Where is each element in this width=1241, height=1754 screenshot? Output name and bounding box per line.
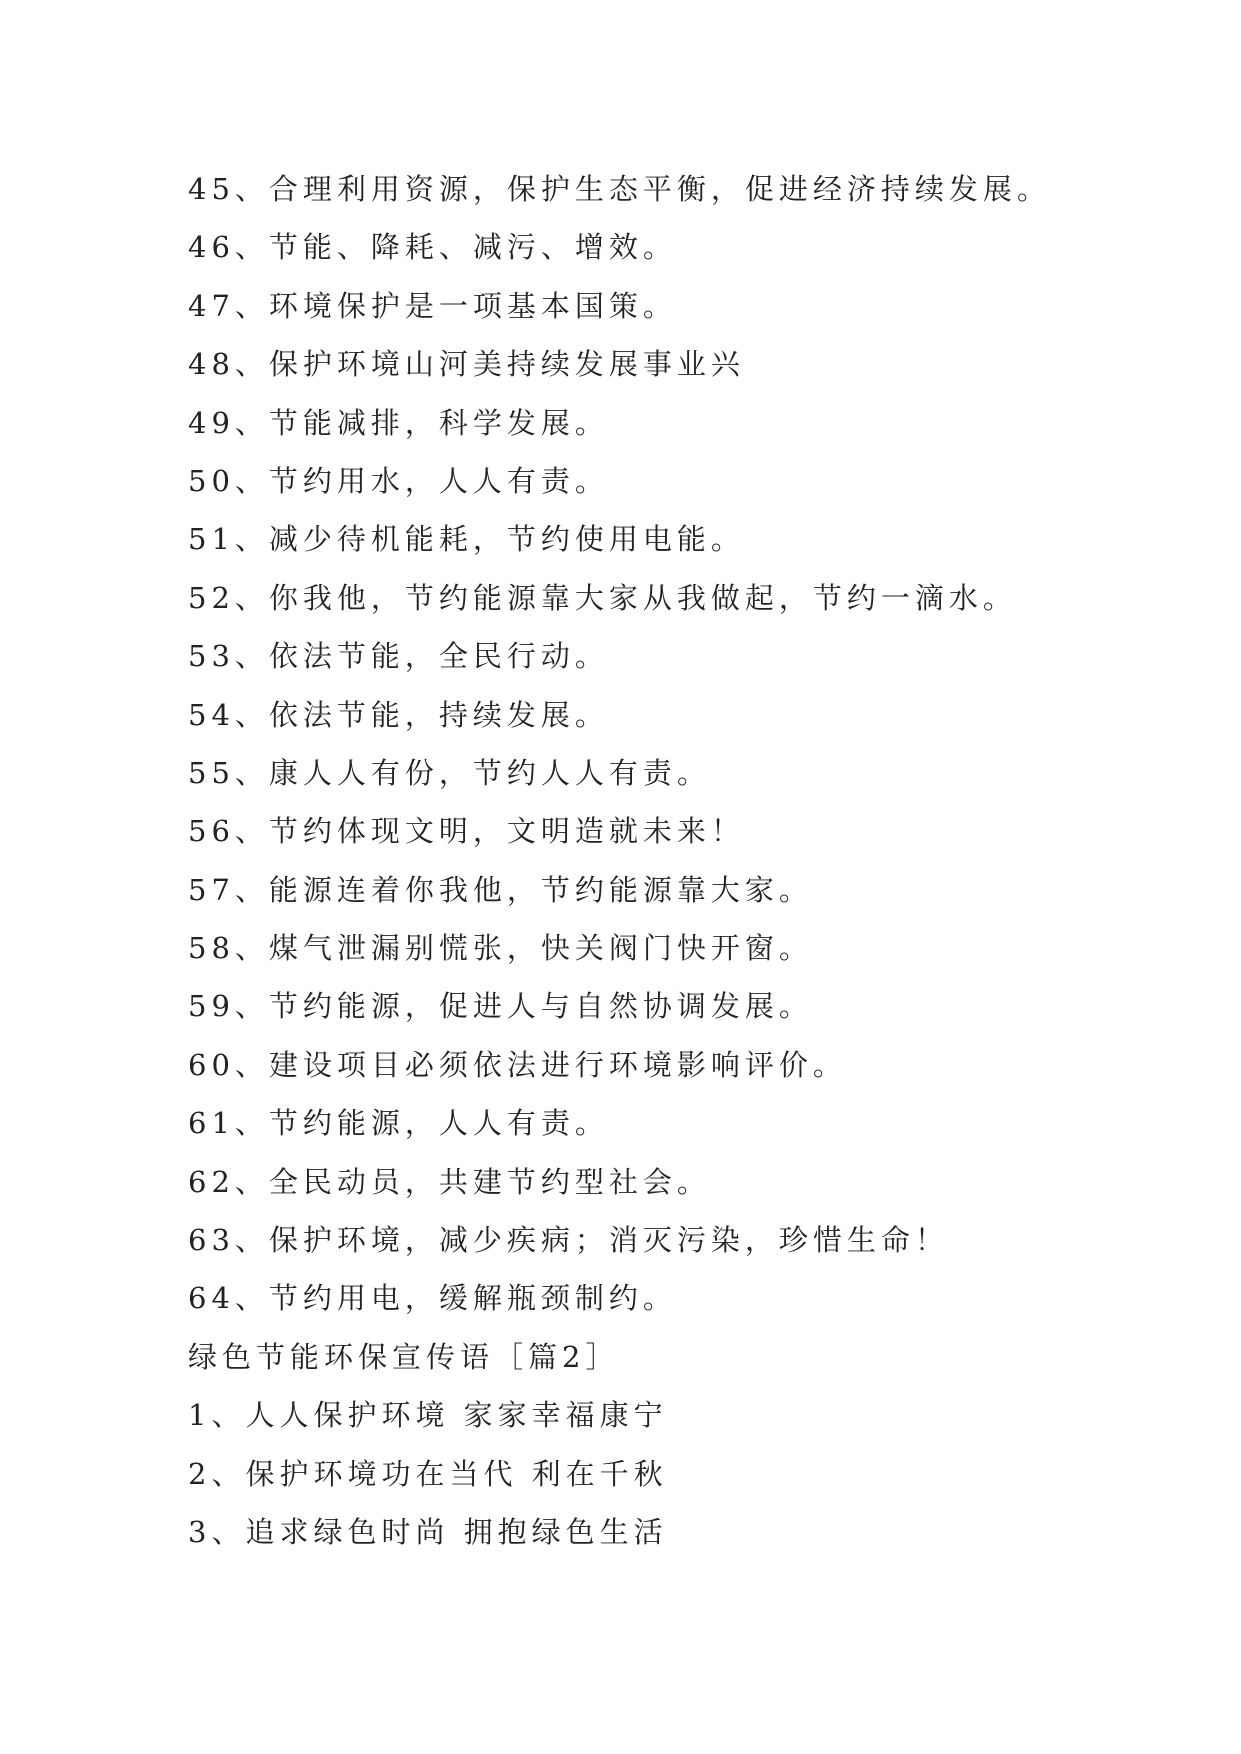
slogan-line: 60、建设项目必须依法进行环境影响评价。 bbox=[188, 1047, 847, 1082]
slogan-line: 50、节约用水，人人有责。 bbox=[188, 463, 609, 498]
slogan-line: 53、依法节能，全民行动。 bbox=[188, 639, 609, 674]
slogan-line: 61、节约能源，人人有责。 bbox=[188, 1106, 609, 1141]
slogan-line: 3、追求绿色时尚 拥抱绿色生活 bbox=[188, 1514, 668, 1549]
slogan-list bbox=[188, 160, 1188, 1561]
slogan-line: 64、节约用电，缓解瓶颈制约。 bbox=[188, 1281, 677, 1316]
slogan-line: 54、依法节能，持续发展。 bbox=[188, 697, 609, 732]
slogan-line: 56、节约体现文明，文明造就未来！ bbox=[188, 814, 745, 849]
slogan-line: 58、煤气泄漏别慌张，快关阀门快开窗。 bbox=[188, 931, 813, 966]
slogan-line: 48、保护环境山河美持续发展事业兴 bbox=[188, 347, 745, 382]
slogan-line: 46、节能、降耗、减污、增效。 bbox=[188, 230, 677, 265]
section-heading: 绿色节能环保宣传语［篇2］ bbox=[188, 1339, 620, 1374]
slogan-line: 47、环境保护是一项基本国策。 bbox=[188, 288, 677, 323]
slogan-line: 1、人人保护环境 家家幸福康宁 bbox=[188, 1398, 668, 1433]
slogan-line: 57、能源连着你我他，节约能源靠大家。 bbox=[188, 872, 813, 907]
slogan-line: 62、全民动员，共建节约型社会。 bbox=[188, 1164, 711, 1199]
slogan-line: 55、康人人有份，节约人人有责。 bbox=[188, 755, 711, 790]
slogan-line: 59、节约能源，促进人与自然协调发展。 bbox=[188, 989, 813, 1024]
slogan-line: 45、合理利用资源，保护生态平衡，促进经济持续发展。 bbox=[188, 172, 1051, 206]
slogan-line: 63、保护环境，减少疾病；消灭污染，珍惜生命！ bbox=[188, 1223, 949, 1258]
slogan-line: 49、节能减排，科学发展。 bbox=[188, 405, 609, 440]
slogan-line: 2、保护环境功在当代 利在千秋 bbox=[188, 1456, 668, 1491]
slogan-line: 51、减少待机能耗，节约使用电能。 bbox=[188, 522, 745, 557]
slogan-line: 52、你我他，节约能源靠大家从我做起，节约一滴水。 bbox=[188, 580, 1017, 615]
